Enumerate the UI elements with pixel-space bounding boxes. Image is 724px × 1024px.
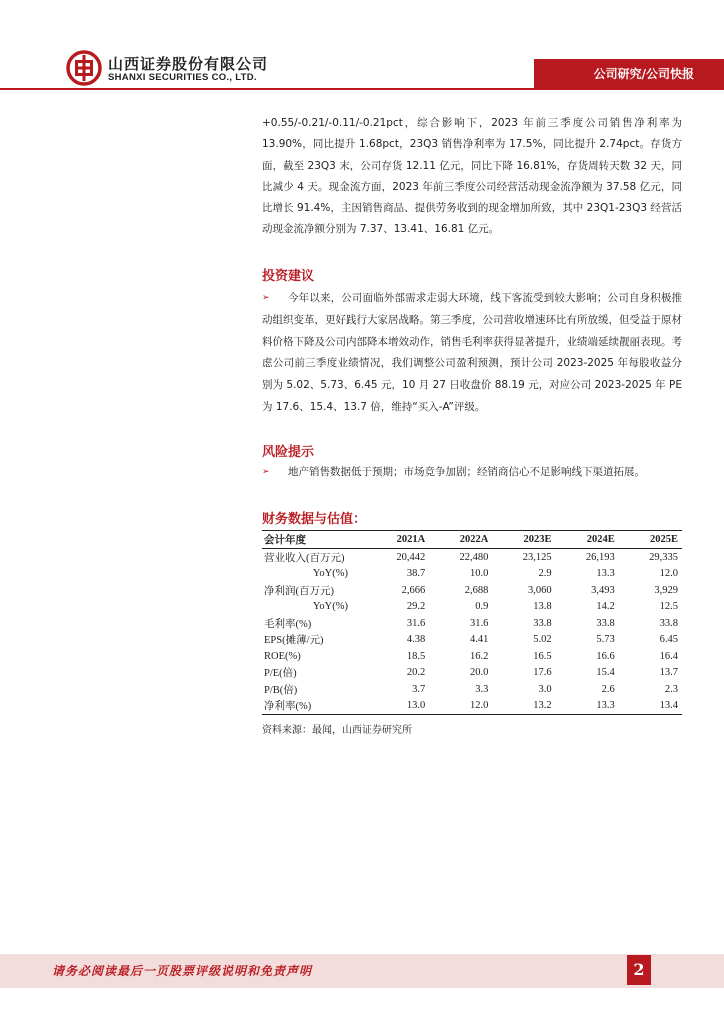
- table-cell: 13.2: [492, 698, 555, 715]
- table-row: [262, 648, 682, 665]
- table-cell: 29,335: [649, 551, 678, 563]
- table-cell: 4.38: [406, 634, 426, 646]
- table-row: [262, 566, 682, 583]
- table-row: [262, 615, 682, 632]
- table-row: [262, 698, 682, 715]
- table-cell: 31.6: [406, 617, 426, 629]
- row-label: 营业收入(百万元): [264, 552, 345, 564]
- table-row: [262, 599, 682, 616]
- table-cell: 26,193: [585, 551, 615, 563]
- row-label: 毛利率(%): [264, 618, 312, 630]
- table-cell: 14.2: [596, 601, 615, 613]
- table-cell: 33.8: [533, 617, 552, 629]
- risk-bullet: [262, 462, 682, 484]
- table-cell: 18.5: [406, 650, 426, 662]
- table-cell: 16.5: [533, 650, 552, 662]
- table-cell: 23,125: [522, 551, 552, 563]
- row-label: P/E(倍): [264, 668, 297, 680]
- table-cell: 12.5: [659, 601, 678, 613]
- investment-title: 投资建议: [262, 269, 315, 284]
- header-cell-year: 2024E: [556, 531, 619, 549]
- table-cell: 31.6: [470, 617, 489, 629]
- table-cell: 16.2: [470, 650, 489, 662]
- shanxi-securities-logo-icon: [66, 50, 102, 86]
- investment-bullet: [262, 288, 682, 419]
- table-row: [262, 665, 682, 682]
- financial-table: [262, 530, 682, 715]
- table-cell: 2,688: [464, 584, 489, 596]
- page-number: 2: [627, 955, 651, 985]
- table-cell: 13.4: [619, 698, 682, 715]
- table-cell: 12.0: [429, 698, 492, 715]
- row-label: YoY(%): [312, 601, 348, 613]
- table-cell: 3.3: [475, 683, 489, 695]
- table-cell: 20.0: [470, 667, 489, 679]
- bullet-arrow-icon: ➢: [262, 293, 270, 303]
- table-cell: 2.9: [538, 568, 552, 580]
- section-tab: [534, 59, 724, 89]
- table-cell: 20,442: [396, 551, 426, 563]
- row-label: ROE(%): [264, 650, 301, 662]
- header-cell-year: 2022A: [429, 531, 492, 549]
- row-label: 净利润(百万元): [264, 585, 334, 597]
- table-cell: 10.0: [470, 568, 489, 580]
- table-cell: 33.8: [596, 617, 615, 629]
- row-label: 净利率(%): [262, 698, 366, 715]
- table-cell: 17.6: [533, 667, 552, 679]
- risk-title: 风险提示: [262, 445, 315, 460]
- table-cell: 13.3: [596, 568, 615, 580]
- table-cell: 2,666: [401, 584, 426, 596]
- table-cell: 6.45: [659, 634, 678, 646]
- row-label: P/B(倍): [264, 684, 298, 696]
- table-cell: 13.0: [366, 698, 429, 715]
- header-divider: [0, 88, 724, 90]
- footer-disclaimer: 请务必阅读最后一页股票评级说明和免责声明: [52, 964, 313, 978]
- table-cell: 13.3: [556, 698, 619, 715]
- table-cell: 15.4: [596, 667, 615, 679]
- table-cell: 5.02: [533, 634, 552, 646]
- header-cell-label: 会计年度: [262, 531, 366, 549]
- table-cell: 16.6: [596, 650, 615, 662]
- table-cell: 0.9: [475, 601, 489, 613]
- table-cell: 29.2: [406, 601, 426, 613]
- table-cell: 3,493: [591, 584, 615, 596]
- row-label: YoY(%): [312, 568, 348, 580]
- row-label: EPS(摊薄/元): [264, 635, 324, 647]
- page-header: [0, 0, 724, 100]
- table-header-row: [262, 531, 682, 549]
- data-source-note: 资料来源：最闻，山西证券研究所: [262, 725, 412, 736]
- table-cell: 20.2: [406, 667, 426, 679]
- table-row: [262, 549, 682, 566]
- table-cell: 5.73: [596, 634, 615, 646]
- table-cell: 13.8: [533, 601, 552, 613]
- section-tab-label: 公司研究/公司快报: [593, 67, 694, 81]
- investment-text: 今年以来，公司面临外部需求走弱大环境，线下客流受到较大影响；公司自身积极推动组织变革，更好践行大家居战略。第三季度，公司营收增速环比有所放缓，但受益于原材料价格下降及公司内部降本增效动作，销售毛利率获得显著提升，业绩端延续靓丽表现。考虑公司前三季度业绩情况，我们调整公司盈利预测，预计公司 2023-2025 年每股收益分别为 5.02、5.73、6.45 元，10 月 27 日收盘价 88.19 元，对应公司 2023-2025 年 PE 为 17.6、15.4、13.7 倍，维持“买入-A”评级。: [262, 292, 682, 413]
- table-cell: 13.7: [659, 667, 678, 679]
- table-cell: 12.0: [659, 568, 678, 580]
- table-row: [262, 632, 682, 649]
- table-cell: 2.6: [601, 683, 615, 695]
- brand-name-cn: 山西证券股份有限公司: [108, 55, 269, 73]
- table-row: [262, 582, 682, 599]
- header-cell-year: 2021A: [366, 531, 429, 549]
- table-cell: 3,060: [527, 584, 552, 596]
- table-cell: 3,929: [654, 584, 678, 596]
- table-row: [262, 681, 682, 698]
- table-cell: 38.7: [406, 568, 426, 580]
- header-cell-year: 2025E: [619, 531, 682, 549]
- table-cell: 4.41: [470, 634, 489, 646]
- intro-paragraph: +0.55/-0.21/-0.11/-0.21pct，综合影响下，2023 年前三季度公司销售净利率为 13.90%，同比提升 1.68pct，23Q3 销售净利率为 17.5%，同比提升 2.74pct。存货方面，截至 23Q3 末，公司存货 12.11 亿元，同比下降 16.81%，存货周转天数 32 天，同比减少 4 天。现金流方面，2023 年前三季度公司经营活动现金流净额为 37.58 亿元，同比增长 91.4%，主因销售商品、提供劳务收到的现金增加所致，其中 23Q1-23Q3 经营活动现金流净额分别为 7.37、13.41、16.81 亿元。: [262, 117, 682, 236]
- table-cell: 3.0: [538, 683, 552, 695]
- header-cell-year: 2023E: [492, 531, 555, 549]
- table-cell: 33.8: [659, 617, 678, 629]
- table-cell: 16.4: [659, 650, 678, 662]
- risk-text: 地产销售数据低于预期；市场竞争加剧；经销商信心不足影响线下渠道拓展。: [288, 466, 645, 478]
- table-cell: 3.7: [412, 683, 426, 695]
- brand-name-en: SHANXI SECURITIES CO., LTD.: [108, 72, 257, 83]
- table-cell: 2.3: [664, 683, 678, 695]
- financials-title: 财务数据与估值：: [262, 512, 367, 527]
- bullet-arrow-icon: ➢: [262, 467, 270, 477]
- table-cell: 22,480: [459, 551, 489, 563]
